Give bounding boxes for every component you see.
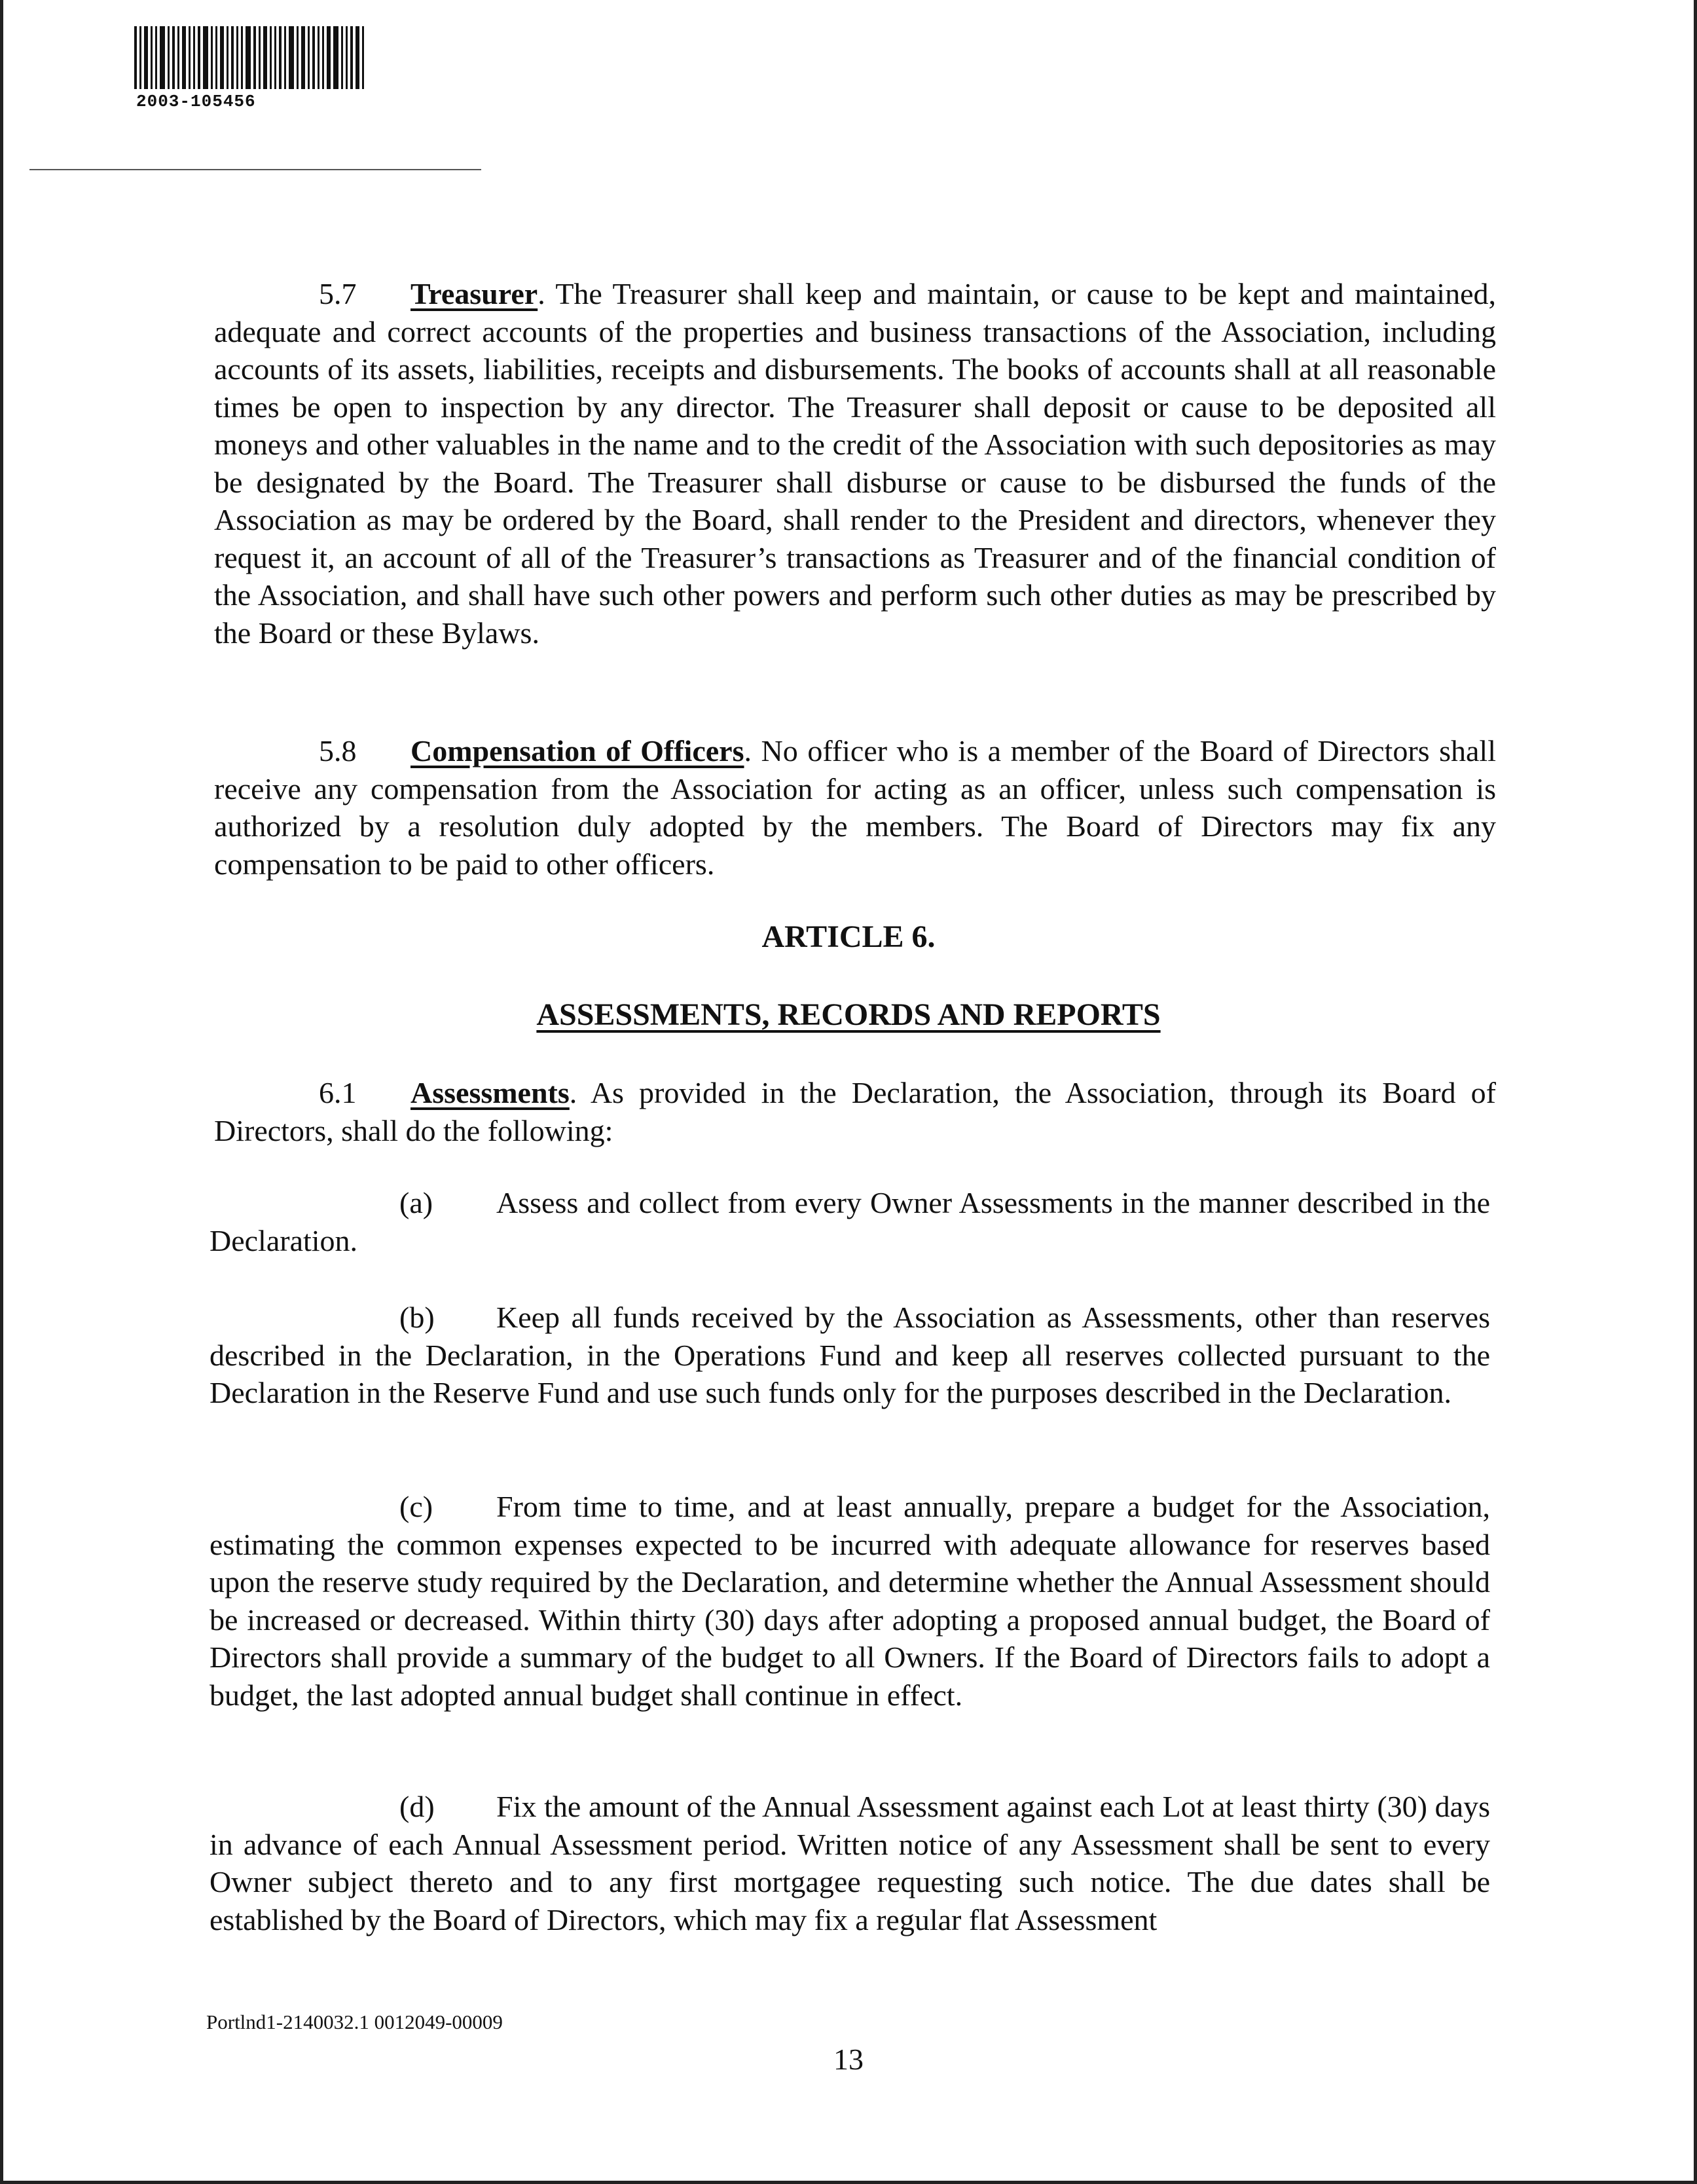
section-body: . The Treasurer shall keep and maintain, or cause to be kept and maintained, adequate and correct accounts of the properties and business transactions of the Association, including accounts of its assets, liabilities, receipts and disbursements. The books of accounts shall at all reasonable times be open to inspection by any director. The Treasurer shall deposit or cause to be deposited all moneys and other valuables in the name and to the credit of the Association with such depositories as may be designated by the Board. The Treasurer shall disburse or cause to be disbursed the funds of the Association as may be ordered by the Board, shall render to the President and directors, whenever they request it, an account of all of the Treasurer’s transactions as Treasurer and of the financial condition of the Association, and shall have such other powers and perform such other duties as may be prescribed by the Board or these Bylaws. bbox=[214, 277, 1496, 650]
barcode-bar bbox=[172, 26, 175, 89]
barcode-bar bbox=[182, 26, 186, 89]
barcode-bar bbox=[263, 26, 267, 89]
barcode-bar bbox=[215, 26, 217, 89]
section-heading: Assessments bbox=[411, 1076, 570, 1109]
article-subtitle: ASSESSMENTS, RECORDS AND REPORTS bbox=[536, 997, 1161, 1032]
barcode-bar bbox=[198, 26, 200, 89]
barcode-bar bbox=[168, 26, 170, 89]
barcode-bar bbox=[312, 26, 315, 89]
section-5-7 bbox=[214, 275, 1496, 652]
barcode-bar bbox=[203, 26, 208, 89]
item-label: (c) bbox=[399, 1490, 433, 1523]
footer-document-id: Portlnd1-2140032.1 0012049-00009 bbox=[206, 2010, 503, 2033]
list-item-a bbox=[210, 1184, 1490, 1259]
list-item-c bbox=[210, 1488, 1490, 1714]
barcode-bar bbox=[274, 26, 276, 89]
item-label: (b) bbox=[399, 1301, 435, 1334]
barcode-bar bbox=[160, 26, 165, 89]
barcode-bar bbox=[139, 26, 141, 89]
barcode-bar bbox=[259, 26, 261, 89]
barcode-bar bbox=[297, 26, 299, 89]
barcode-bar bbox=[327, 26, 331, 89]
barcode-bar bbox=[177, 26, 179, 89]
barcode-bar bbox=[246, 26, 251, 89]
item-text: From time to time, and at least annually, prepare a budget for the Association, estimating the common expenses expected to be incurred with adequate allowance for reserves based upon the reserve study required by the Declaration, and determine whether the Annual Assessment should be increased or decreased. Within thirty (30) days after adopting a proposed annual budget, the Board of Directors shall provide a summary of the budget to all Owners. If the Board of Directors fails to adopt a budget, the last adopted annual budget shall continue in effect. bbox=[210, 1490, 1490, 1712]
barcode-bar bbox=[270, 26, 272, 89]
item-text: Fix the amount of the Annual Assessment against each Lot at least thirty (30) days in advance of each Annual Assessment period. Written notice of any Assessment shall be sent to every Owner subject thereto and to any first mortgagee requesting such notice. The due dates shall be established by the Board of Directors, which may fix a regular flat Assessment bbox=[210, 1790, 1490, 1936]
barcode-bar bbox=[341, 26, 343, 89]
barcode-bar bbox=[284, 26, 286, 89]
barcode-bar bbox=[308, 26, 310, 89]
section-6-1 bbox=[214, 1074, 1496, 1149]
item-label: (d) bbox=[399, 1790, 435, 1823]
list-item-d bbox=[210, 1788, 1490, 1938]
section-number: 5.8 bbox=[319, 734, 357, 768]
barcode-bar bbox=[279, 26, 282, 89]
barcode-bar bbox=[322, 26, 324, 89]
barcode-bar bbox=[346, 26, 348, 89]
barcode-bar bbox=[356, 26, 359, 89]
barcode-bar bbox=[193, 26, 195, 89]
barcode-bar bbox=[362, 26, 364, 89]
section-body: . No officer who is a member of the Board of Directors shall receive any compensation from the Association for acting as an officer, unless such compensation is authorized by a resolution duly adopted by the members. The Board of Directors may fix any compensation to be paid to other officers. bbox=[214, 734, 1496, 881]
barcode-bar bbox=[189, 26, 191, 89]
section-heading: Treasurer bbox=[411, 277, 538, 310]
section-heading: Compensation of Officers bbox=[411, 734, 744, 768]
barcode-bar bbox=[151, 26, 153, 89]
article-title: ARTICLE 6. bbox=[761, 919, 936, 954]
barcode-bar bbox=[231, 26, 234, 89]
barcode-bar bbox=[318, 26, 319, 89]
barcode-bar bbox=[227, 26, 228, 89]
barcode-bar bbox=[333, 26, 338, 89]
section-5-8 bbox=[214, 732, 1496, 883]
barcode bbox=[134, 26, 432, 89]
item-label: (a) bbox=[399, 1186, 433, 1219]
barcode-bar bbox=[289, 26, 294, 89]
barcode-bar bbox=[211, 26, 213, 89]
barcode-bar bbox=[220, 26, 224, 89]
barcode-bar bbox=[144, 26, 148, 89]
barcode-number: 2003-105456 bbox=[136, 92, 256, 111]
barcode-bar bbox=[241, 26, 243, 89]
barcode-bar bbox=[350, 26, 353, 89]
section-number: 5.7 bbox=[319, 277, 357, 310]
barcode-bar bbox=[134, 26, 137, 89]
page-number: 13 bbox=[833, 2043, 864, 2076]
barcode-bar bbox=[236, 26, 238, 89]
section-body: . As provided in the Declaration, the Association, through its Board of Directors, shall do the following: bbox=[214, 1076, 1496, 1147]
list-item-b bbox=[210, 1299, 1490, 1412]
barcode-bar bbox=[253, 26, 256, 89]
item-text: Assess and collect from every Owner Assessments in the manner described in the Declaration. bbox=[210, 1186, 1490, 1257]
scan-artifact-line bbox=[29, 169, 481, 170]
barcode-bar bbox=[301, 26, 305, 89]
section-number: 6.1 bbox=[319, 1076, 357, 1109]
barcode-bar bbox=[155, 26, 157, 89]
item-text: Keep all funds received by the Association as Assessments, other than reserves described in the Declaration, in the Operations Fund and keep all reserves collected pursuant to the Declaration in the Reserve Fund and use such funds only for the purposes described in the Declaration. bbox=[210, 1301, 1490, 1409]
